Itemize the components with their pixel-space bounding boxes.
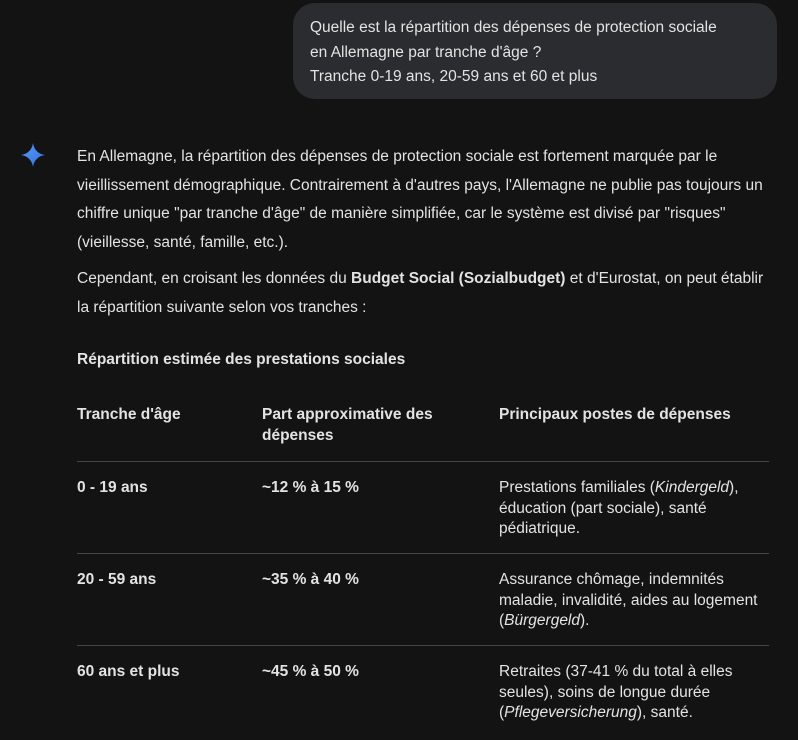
age-range-cell: 60 ans et plus — [77, 663, 180, 680]
response-text: et d'Eurostat, on peut établir la répartition suivante selon vos tranches : — [77, 270, 764, 316]
assistant-response — [77, 143, 777, 322]
expenses-text: ), éducation (part sociale), santé pédiatrique. — [499, 479, 739, 537]
user-message-bubble — [293, 3, 777, 99]
section-title: Répartition estimée des prestations sociales — [77, 351, 406, 368]
table-row — [77, 554, 769, 646]
response-bold-text: Budget Social (Sozialbudget) — [351, 270, 566, 287]
expenses-text: Assurance chômage, indemnités maladie, invalidité, aides au logement ( — [499, 571, 758, 629]
age-range-cell: 20 - 59 ans — [77, 571, 157, 588]
user-message-line: Tranche 0-19 ans, 20-59 ans et 60 et plus — [310, 68, 598, 85]
expenses-text: ). — [580, 612, 590, 629]
expenses-cell — [499, 570, 769, 645]
response-paragraph: En Allemagne, la répartition des dépenses de protection sociale est fortement marquée par le vieillissement démographique. Contrairement à d'autres pays, l'Allemagne ne publie pas toujours un chiffre unique "par tranche d'âge" de manière simplifiée, car le système est divisé par "risques" (vieillesse, santé, famille, etc.). — [77, 148, 763, 251]
response-paragraph — [77, 265, 767, 322]
expenses-italic-text: Bürgergeld — [504, 612, 580, 629]
expenses-italic-text: Pflegeversicherung — [504, 704, 637, 721]
expenses-text: Retraites (37-41 % du total à elles seules), soins de longue durée ( — [499, 663, 733, 721]
response-text: Cependant, en croisant les données du — [77, 270, 352, 287]
gemini-sparkle-icon — [20, 142, 46, 168]
share-cell: ~12 % à 15 % — [262, 479, 359, 496]
data-table — [77, 403, 769, 738]
table-header-cell: Tranche d'âge — [77, 406, 181, 423]
user-message-line: en Allemagne par tranche d'âge ? — [310, 43, 542, 61]
table-header-cell: Part approximative des dépenses — [262, 406, 433, 444]
table-header-cell: Principaux postes de dépenses — [499, 406, 731, 423]
table-header-row — [77, 403, 769, 462]
expenses-italic-text: Kindergeld — [654, 479, 730, 496]
age-range-cell: 0 - 19 ans — [77, 479, 148, 496]
expenses-text: Prestations familiales ( — [499, 479, 655, 496]
table-row — [77, 462, 769, 554]
share-cell: ~45 % à 50 % — [262, 663, 359, 680]
user-message-line: Quelle est la répartition des dépenses de protection sociale — [310, 19, 717, 36]
expenses-cell — [499, 478, 769, 553]
share-cell: ~35 % à 40 % — [262, 571, 359, 588]
table-row — [77, 646, 769, 738]
expenses-text: ), santé. — [636, 704, 693, 721]
expenses-cell — [499, 662, 769, 738]
